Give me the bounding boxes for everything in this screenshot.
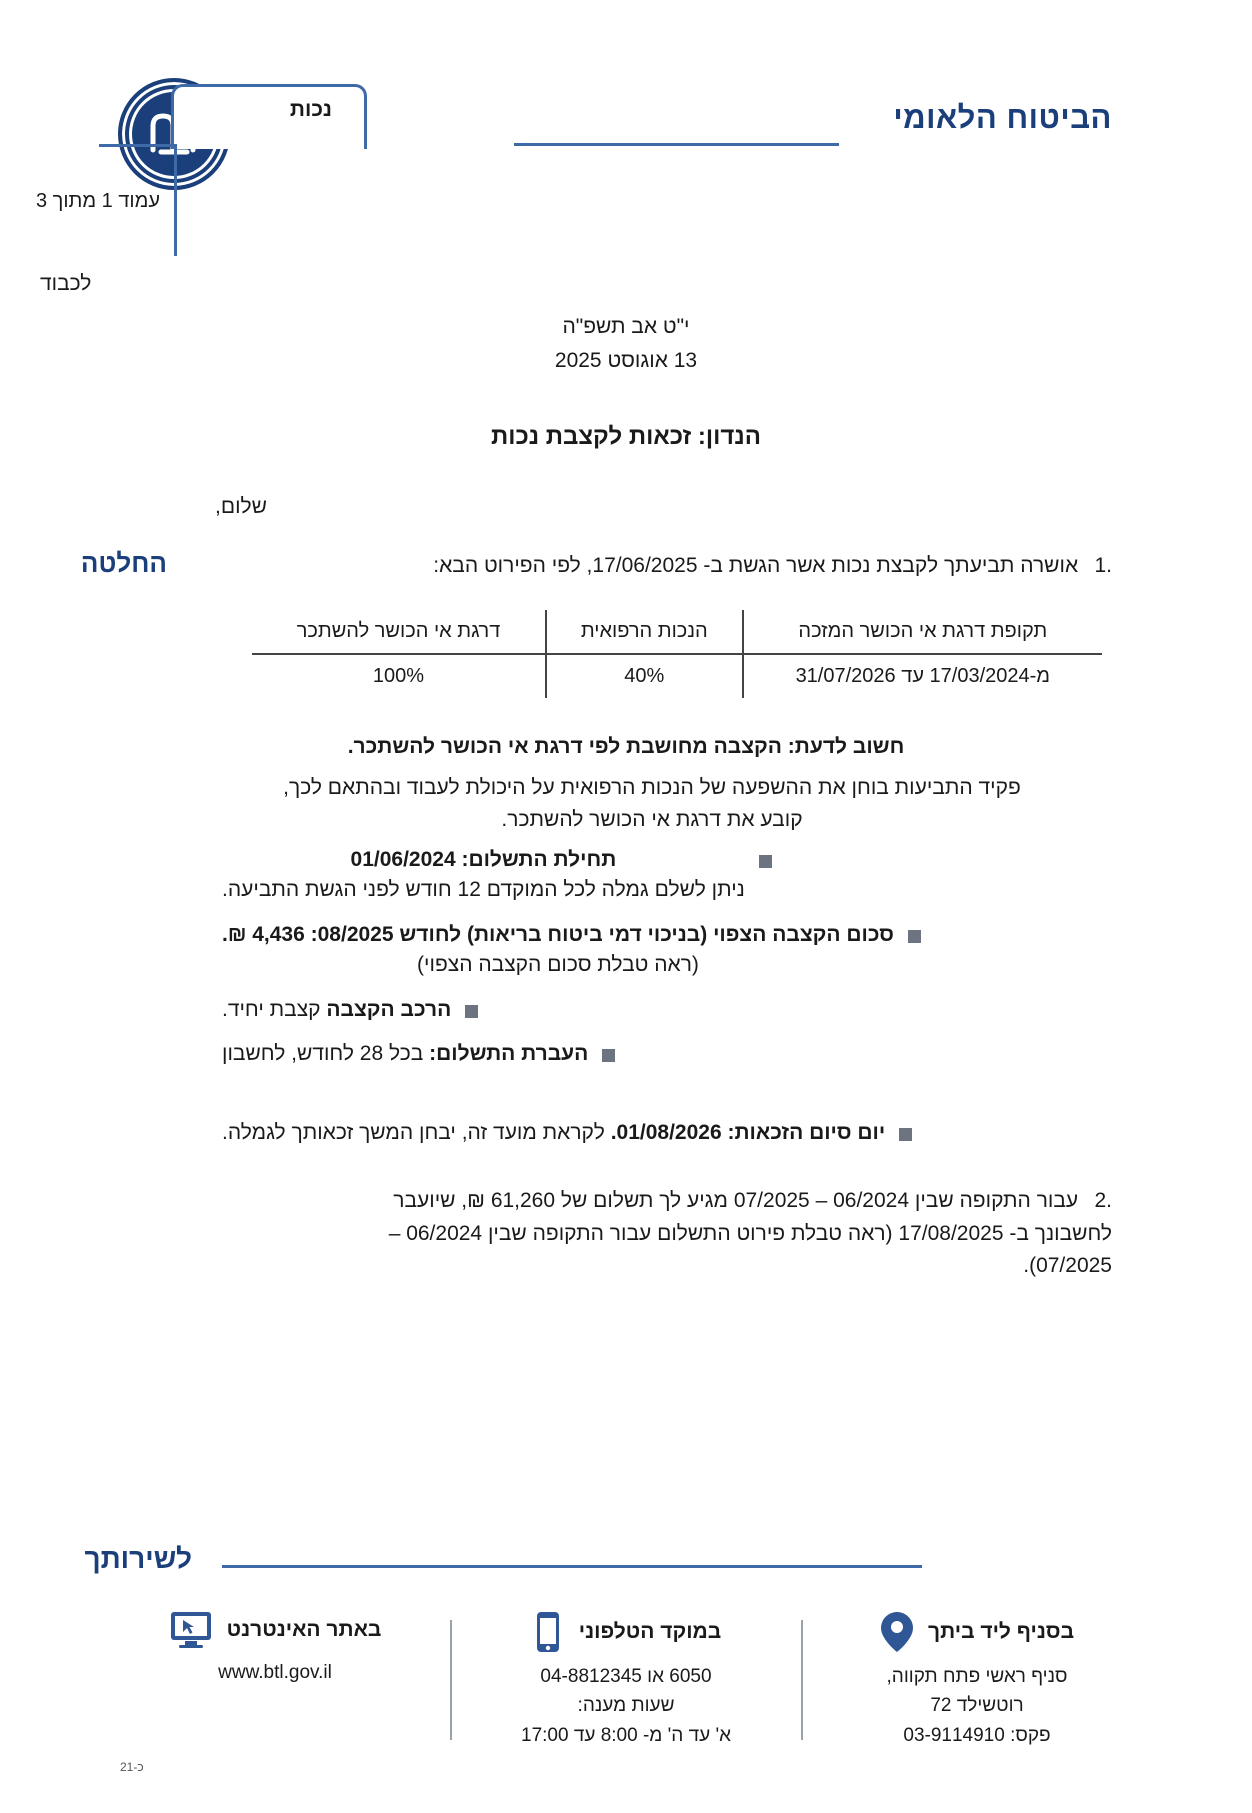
cell-earning: 100% — [252, 654, 546, 698]
bracket-side — [174, 144, 177, 256]
footer-divider — [450, 1620, 452, 1740]
service-heading: לשירותך — [84, 1543, 192, 1574]
footer-branch-line-1: סניף ראשי פתח תקווה, — [886, 1666, 1068, 1687]
section-tab-label: נכות — [289, 98, 332, 121]
header-rule — [514, 143, 839, 146]
bullet-2-rest: קצבת יחיד. — [222, 997, 327, 1021]
footer-phone-line-1: 6050 או 04-8812345 — [540, 1666, 712, 1687]
brand-title: הביטוח הלאומי — [893, 100, 1112, 135]
footer-phone-column — [461, 1610, 791, 1750]
item-2-line-1: עבור התקופה שבין 06/2024 – 07/2025 מגיע לך תשלום של 61,260 ₪, שיועבר — [393, 1189, 1079, 1212]
gregorian-date: 13 אוגוסט 2025 — [554, 348, 698, 372]
square-bullet-icon — [899, 1128, 912, 1141]
list-item — [222, 1039, 1102, 1069]
square-bullet-icon — [908, 930, 921, 943]
footer-phone-line-2: שעות מענה: — [577, 1695, 675, 1717]
col-medical: הנכות הרפואית — [546, 610, 743, 654]
bullet-4-rest: לקראת מועד זה, יבחן המשך זכאותך לגמלה. — [222, 1120, 611, 1144]
footer-website-column — [110, 1610, 440, 1687]
bracket-top — [99, 144, 177, 147]
date-block — [0, 310, 1252, 377]
document-code: כ-21 — [120, 1760, 144, 1774]
bullet-4-bold: יום סיום הזכאות: 01/08/2026. — [610, 1120, 886, 1144]
cell-period: מ-17/03/2024 עד 31/07/2026 — [795, 665, 1051, 687]
footer-branch-line-3: פקס: 03-9114910 — [903, 1724, 1051, 1746]
greeting: שלום, — [215, 495, 267, 518]
footer-phone-title: במוקד הטלפוני — [578, 1619, 722, 1643]
square-bullet-icon — [465, 1005, 478, 1018]
disability-table — [252, 610, 1102, 698]
letter-subject: הנדון: זכאות לקצבת נכות — [491, 423, 761, 450]
item-1-number: .1 — [1094, 554, 1112, 577]
bullet-3-rest: בכל 28 לחודש, לחשבון — [222, 1042, 430, 1066]
decision-heading: החלטה — [80, 548, 167, 578]
footer-branch-column — [812, 1610, 1142, 1750]
details-bullet-list — [222, 845, 1102, 1162]
important-note-body — [212, 772, 1092, 835]
letterhead — [0, 58, 1252, 238]
square-bullet-icon — [602, 1049, 615, 1062]
item-2-line-2: לחשבונך ב- 17/08/2025 (ראה טבלת פירוט התשלום עבור התקופה שבין 06/2024 – — [388, 1221, 1112, 1245]
bullet-1-sub: (ראה טבלת סכום הקצבה הצפוי) — [417, 953, 699, 977]
monitor-icon — [169, 1610, 213, 1650]
addressee-label: לכבוד — [40, 272, 92, 295]
square-bullet-icon — [759, 855, 772, 868]
footer-divider — [801, 1620, 803, 1740]
table-header-row — [252, 610, 1102, 654]
hebrew-date: י"ט אב תשפ"ה — [562, 315, 690, 338]
list-item — [222, 995, 1102, 1025]
important-note-title: חשוב לדעת: הקצבה מחושבת לפי דרגת אי הכושר להשתכר. — [347, 735, 905, 758]
list-item — [222, 845, 1102, 906]
decision-item-2 — [232, 1185, 1112, 1283]
footer-contact-bar — [110, 1610, 1142, 1750]
footer-branch-title: בסניף ליד ביתך — [928, 1619, 1075, 1643]
col-earning: דרגת אי הכושר להשתכר — [252, 610, 546, 654]
service-rule — [222, 1565, 922, 1568]
mobile-phone-icon — [531, 1610, 565, 1654]
footer-branch-line-2: רוטשילד 72 — [930, 1695, 1024, 1717]
bullet-2-bold: הרכב הקצבה — [326, 997, 452, 1021]
note-line-2: קובע את דרגת אי הכושר להשתכר. — [501, 807, 803, 831]
section-tab — [171, 84, 367, 149]
item-2-line-3: 07/2025). — [1023, 1254, 1112, 1278]
list-item — [222, 1118, 1102, 1148]
table-row — [252, 654, 1102, 698]
location-pin-icon — [880, 1610, 914, 1654]
footer-phone-line-3: א' עד ה' מ- 8:00 עד 17:00 — [521, 1724, 731, 1746]
bullet-0-bold: תחילת התשלום: 01/06/2024 — [350, 848, 617, 871]
list-item — [222, 920, 1102, 981]
footer-website-title: באתר האינטרנט — [226, 1617, 382, 1641]
cell-medical: 40% — [546, 654, 743, 698]
bullet-0-sub: ניתן לשלם גמלה לכל המוקדם 12 חודש לפני הגשת התביעה. — [222, 878, 745, 902]
item-1-text: אושרה תביעתך לקבצת נכות אשר הגשת ב- 17/06/2025, לפי הפירוט הבא: — [433, 554, 1079, 577]
page-count: עמוד 1 מתוך 3 — [35, 190, 160, 212]
footer-website-url[interactable]: www.btl.gov.il — [218, 1662, 332, 1683]
decision-item-1 — [232, 550, 1112, 582]
note-line-1: פקיד התביעות בוחן את ההשפעה של הנכות הרפואית על היכולת לעבוד ובהתאם לכך, — [283, 776, 1021, 799]
bullet-3-bold: העברת התשלום: — [429, 1042, 589, 1066]
col-period: תקופת דרגת אי הכושר המזכה — [743, 610, 1102, 654]
item-2-number: .2 — [1094, 1189, 1112, 1212]
bullet-1-bold: סכום הקצבה הצפוי (בניכוי דמי ביטוח בריאות) לחודש 08/2025: 4,436 ₪. — [222, 922, 894, 946]
